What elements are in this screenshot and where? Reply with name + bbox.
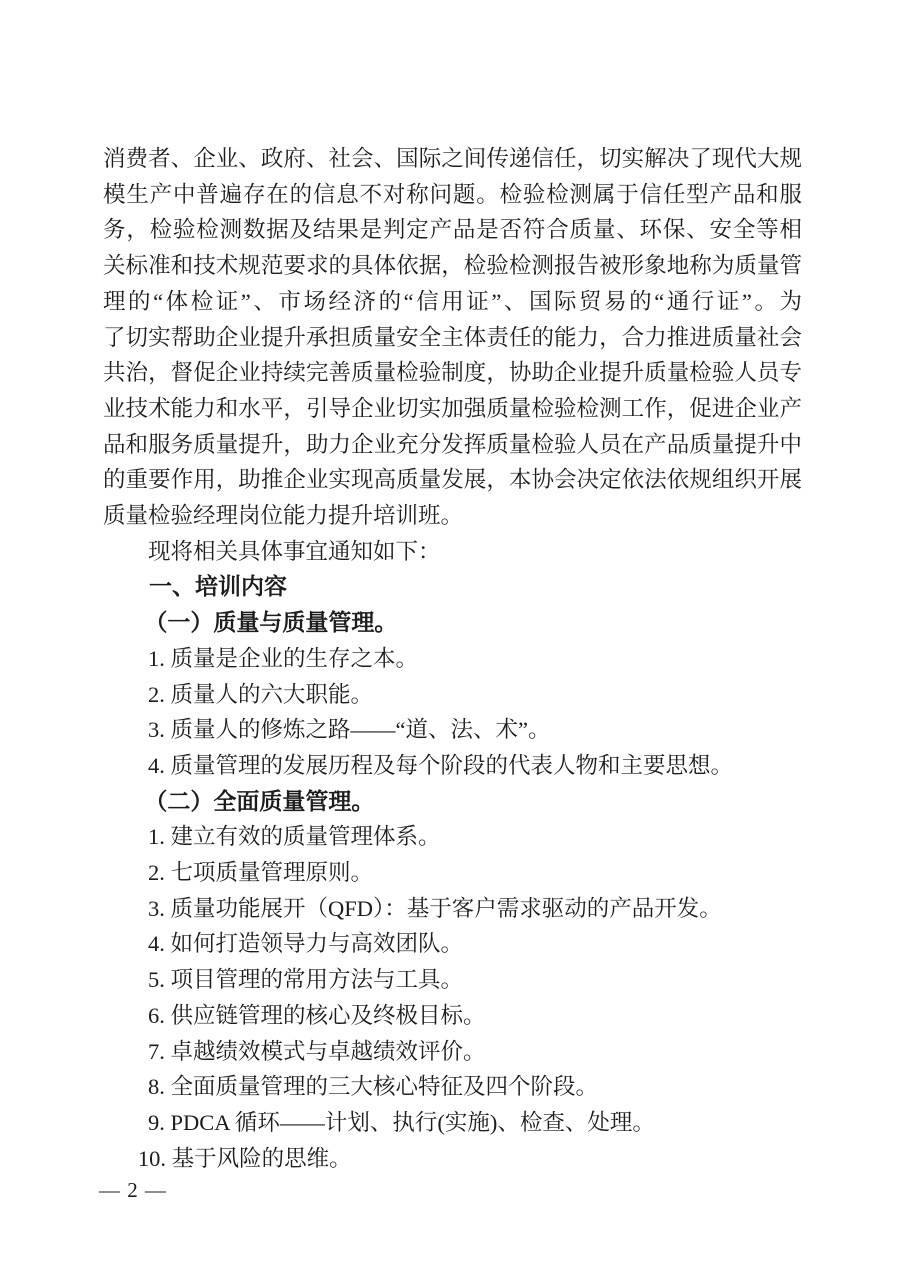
subsection-heading-total-quality-management: （二）全面质量管理。 — [144, 788, 375, 814]
paragraph-line: 品和服务质量提升，助力企业充分发挥质量检验人员在产品质量提升中 — [103, 431, 802, 457]
paragraph-line: 关标准和技术规范要求的具体依据，检验检测报告被形象地称为质量管 — [103, 253, 802, 279]
list-item: 10. 基于风险的思维。 — [137, 1145, 352, 1171]
list-item: 3. 质量功能展开（QFD）：基于客户需求驱动的产品开发。 — [148, 895, 722, 921]
list-item: 1. 质量是企业的生存之本。 — [148, 645, 419, 671]
list-item: 2. 质量人的六大职能。 — [148, 681, 374, 707]
paragraph-line: 的重要作用，助推企业实现高质量发展，本协会决定依法依规组织开展 — [103, 467, 802, 493]
list-item: 7. 卓越绩效模式与卓越绩效评价。 — [148, 1038, 486, 1064]
paragraph-line: 共治，督促企业持续完善质量检验制度，协助企业提升质量检验人员专 — [103, 360, 802, 386]
paragraph-line: 务，检验检测数据及结果是判定产品是否符合质量、环保、安全等相 — [103, 217, 802, 243]
list-item: 9. PDCA 循环——计划、执行(实施)、检查、处理。 — [148, 1109, 655, 1135]
paragraph-line: 质量检验经理岗位能力提升培训班。 — [103, 503, 464, 529]
page-number: — 2 — — [99, 1178, 167, 1202]
list-item: 3. 质量人的修炼之路——“道、法、术”。 — [148, 717, 551, 743]
list-item: 5. 项目管理的常用方法与工具。 — [148, 967, 464, 993]
section-heading-training-content: 一、培训内容 — [149, 573, 287, 600]
paragraph-line: 理的“体检证”、市场经济的“信用证”、国际贸易的“通行证”。为 — [103, 288, 802, 314]
list-item: 8. 全面质量管理的三大核心特征及四个阶段。 — [148, 1074, 599, 1100]
intro-paragraph — [103, 141, 802, 534]
list-item: 6. 供应链管理的核心及终极目标。 — [148, 1002, 486, 1028]
paragraph-line: 了切实帮助企业提升承担质量安全主体责任的能力，合力推进质量社会 — [103, 324, 802, 350]
list-item: 2. 七项质量管理原则。 — [148, 860, 374, 886]
list-item: 4. 如何打造领导力与高效团队。 — [148, 931, 464, 957]
paragraph-line: 业技术能力和水平，引导企业切实加强质量检验检测工作，促进企业产 — [103, 395, 802, 421]
paragraph-line: 消费者、企业、政府、社会、国际之间传递信任，切实解决了现代大规 — [103, 146, 802, 171]
document-body — [103, 141, 802, 1176]
paragraph-line: 模生产中普遍存在的信息不对称问题。检验检测属于信任型产品和服 — [103, 181, 802, 207]
list-item: 1. 建立有效的质量管理体系。 — [148, 824, 441, 850]
subsection-heading-quality-management: （一）质量与质量管理。 — [144, 610, 398, 636]
list-item: 4. 质量管理的发展历程及每个阶段的代表人物和主要思想。 — [148, 752, 734, 778]
notice-line: 现将相关具体事宜通知如下： — [148, 538, 441, 564]
